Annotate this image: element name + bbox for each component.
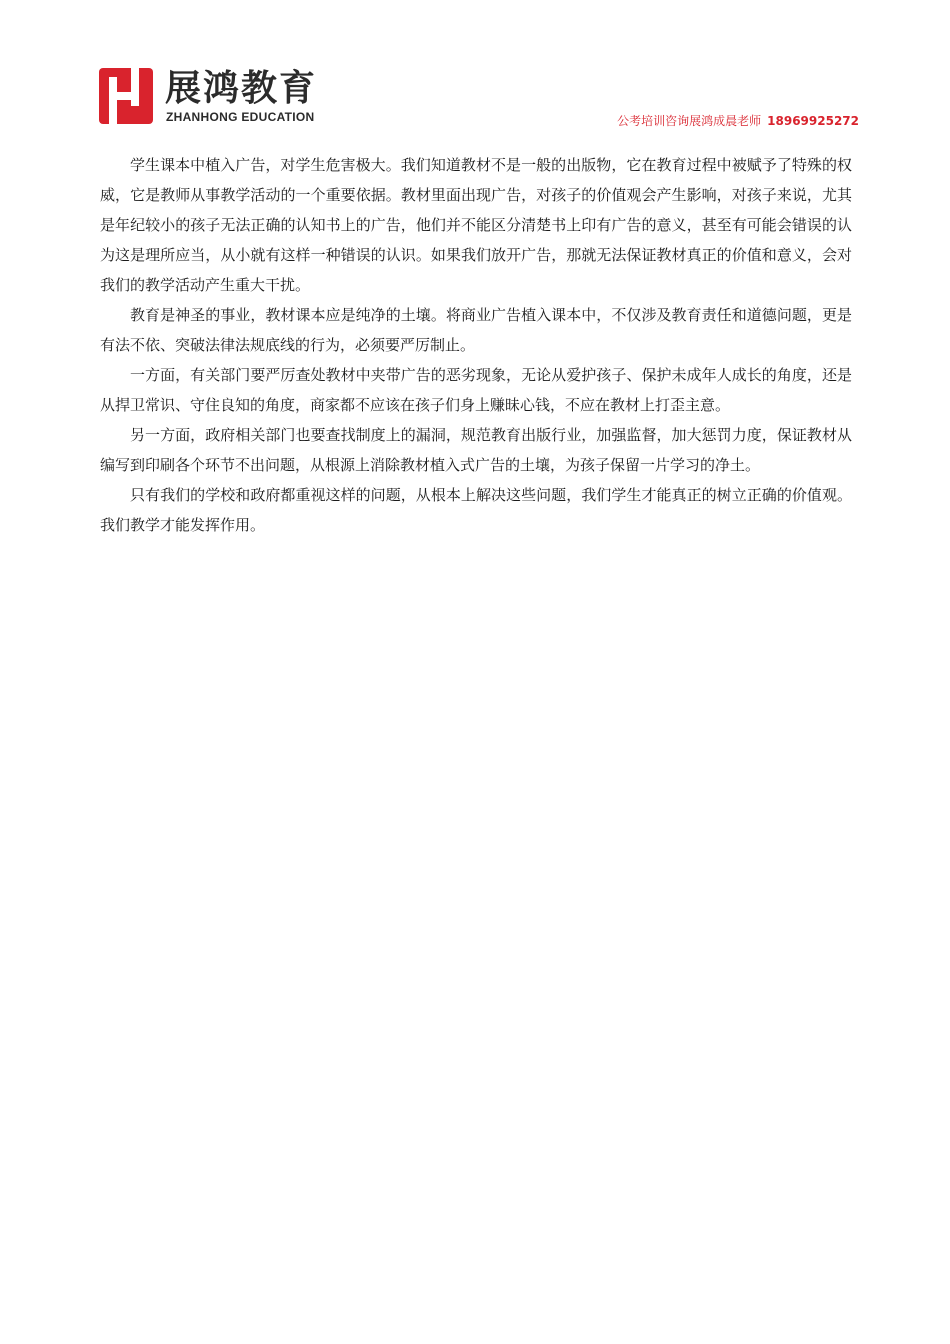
article-body (100, 150, 852, 540)
contact-info (617, 112, 859, 129)
contact-phone: 18969925272 (767, 114, 859, 128)
paragraph: 学生课本中植入广告，对学生危害极大。我们知道教材不是一般的出版物，它在教育过程中被赋予了特殊的权威，它是教师从事教学活动的一个重要依据。教材里面出现广告，对孩子的价值观会产生影响，对孩子来说，尤其是年纪较小的孩子无法正确的认知书上的广告，他们并不能区分清楚书上印有广告的意义，甚至有可能会错误的认为这是理所应当，从小就有这样一种错误的认识。如果我们放开广告，那就无法保证教材真正的价值和意义，会对我们的教学活动产生重大干扰。 (100, 156, 852, 294)
paragraph: 教育是神圣的事业，教材课本应是纯净的土壤。将商业广告植入课本中，不仅涉及教育责任和道德问题，更是有法不依、突破法律法规底线的行为，必须要严厉制止。 (100, 306, 852, 354)
paragraph: 另一方面，政府相关部门也要查找制度上的漏洞，规范教育出版行业，加强监督，加大惩罚力度，保证教材从编写到印刷各个环节不出问题，从根源上消除教材植入式广告的土壤，为孩子保留一片学习的净土。 (100, 426, 852, 474)
page-header (99, 68, 859, 128)
paragraph: 只有我们的学校和政府都重视这样的问题，从根本上解决这些问题，我们学生才能真正的树立正确的价值观。我们教学才能发挥作用。 (100, 486, 852, 534)
contact-text: 公考培训咨询展鸿成晨老师 (617, 114, 762, 128)
logo-subtitle: ZHANHONG EDUCATION (166, 110, 315, 124)
paragraph: 一方面，有关部门要严厉查处教材中夹带广告的恶劣现象，无论从爱护孩子、保护未成年人成长的角度，还是从捍卫常识、守住良知的角度，商家都不应该在孩子们身上赚昧心钱，不应在教材上打歪主意。 (100, 366, 852, 414)
logo-title: 展鸿教育 (165, 68, 318, 109)
zhanhong-logo-icon (99, 68, 153, 124)
